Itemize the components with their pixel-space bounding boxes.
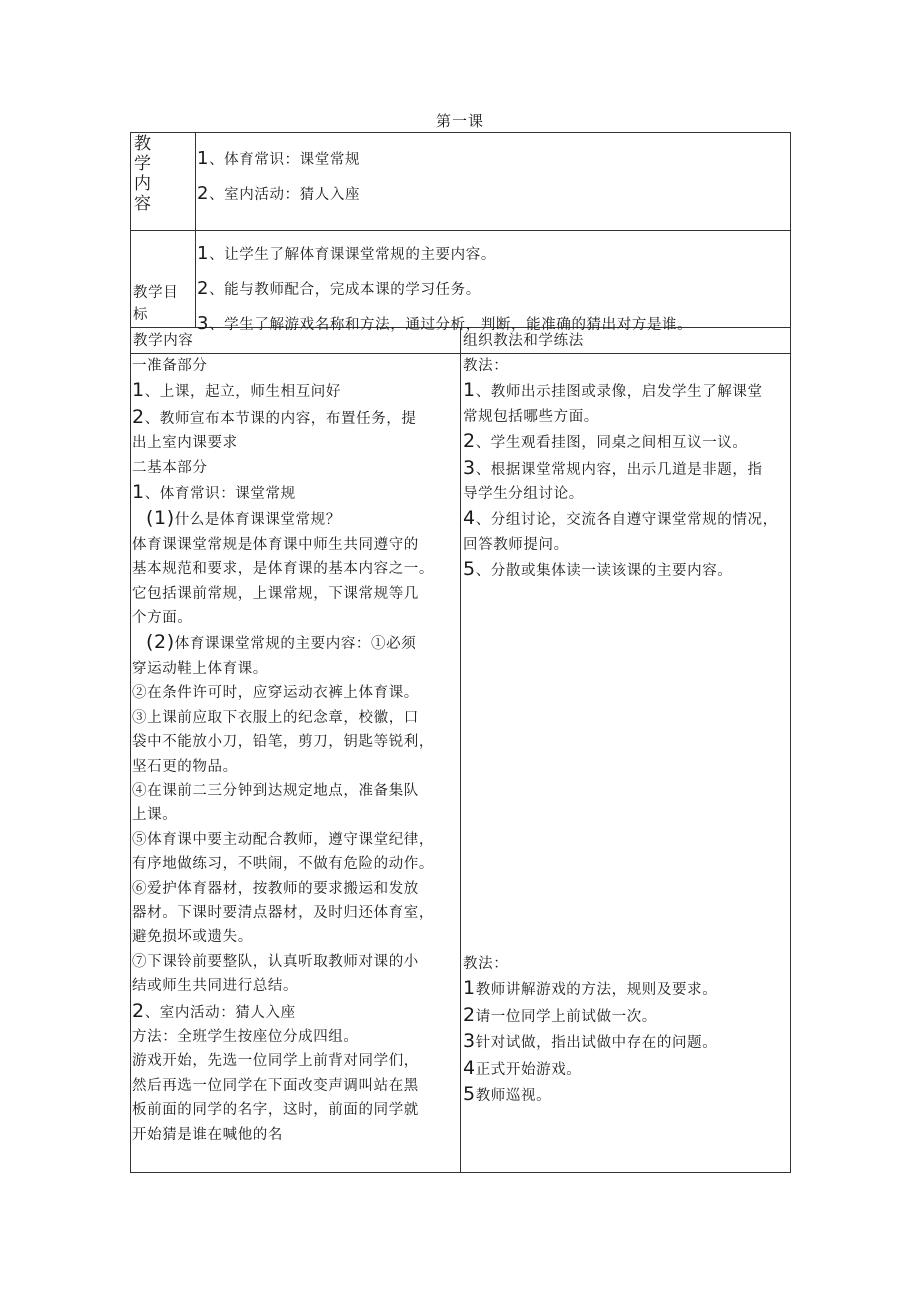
content-column-divider bbox=[460, 327, 461, 1173]
page-title: 第一课 bbox=[435, 112, 484, 130]
section2-content bbox=[197, 237, 692, 342]
teaching-methods-2: 教法： 1教师讲解游戏的方法，规则及要求。 2请一位同学上前试做一次。 3针对试做，指出试做中存在的问题。 4正式开始游戏。 5教师巡视。 bbox=[463, 956, 718, 1106]
section1-label-char: 内 bbox=[134, 174, 152, 194]
label-column-divider bbox=[195, 132, 196, 328]
lesson-content-body: 一准备部分 1、上课，起立，师生相互问好 2、教师宣布本节课的内容，布置任务，提 出上室内课要求 二基本部分 1、体育常识：课堂常规 (1)什么是体育课课堂常规？ 体育课课堂常规是体育课中师生共同遵守的 基本规范和要求，是体育课的基本内容之一。 它包括课前常规，上课常规，下课常规等几 个方面。 (2)体育课课堂常规的主要内容：①必须 穿运动鞋上体育课。 ②在条件许可时，应穿运动衣裤上体育课。 ③上课前应取下衣服上的纪念章，校徽，口 袋中不能放小刀，铅笔，剪刀，钥匙等锐利， 坚石更的物品。 ④在课前二三分钟到达规定地点，准备集队 上课。 ⑤体育课中要主动配合教师，遵守课堂纪律， 有序地做练习，不哄闹，不做有危险的动作。 ⑥爱护体育器材，按教师的要求搬运和发放 器材。下课时要清点器材，及时归还体育室， 避免损坏或遗失。 ⑦下课铃前要整队，认真听取教师对课的小 结或师生共同进行总结。 2、室内活动：猜人入座 方法：全班学生按座位分成四组。 游戏开始，先选一位同学上前背对同学们， 然后再选一位同学在下面改变声调叫站在黑 板前面的同学的名字，这时，前面的同学就 开始猜是谁在喊他的名 bbox=[132, 358, 434, 1143]
row-divider-1 bbox=[130, 230, 791, 231]
teaching-methods-1: 教法： 1、教师出示挂图或录像，启发学生了解课堂 常规包括哪些方面。 2、学生观看挂图，同桌之间相互议一议。 3、根据课堂常规内容，出示几道是非题，指 导学生分组讨论。 4、分组讨论，交流各自遵守课堂常规的情况， 回答教师提问。 5、分散或集体读一读该课的主要内容。 bbox=[463, 358, 778, 581]
section2-label: 教学目 标 bbox=[133, 285, 179, 323]
table-border-top bbox=[130, 132, 791, 133]
column-header-left: 教学内容 bbox=[133, 333, 194, 349]
section1-label-char: 教 bbox=[134, 134, 152, 154]
section1-content bbox=[197, 142, 360, 212]
list-item: 2、室内活动：猜人入座 bbox=[197, 183, 361, 204]
section1-label bbox=[134, 134, 152, 214]
list-item: 2、能与教师配合，完成本课的学习任务。 bbox=[197, 278, 481, 299]
table-border-right bbox=[790, 132, 791, 1173]
section1-label-char: 容 bbox=[134, 194, 152, 214]
list-item: 1、让学生了解体育课课堂常规的主要内容。 bbox=[197, 243, 496, 264]
list-item: 1、体育常识：课堂常规 bbox=[197, 148, 361, 169]
list-item: 3、学生了解游戏名称和方法，通过分析，判断，能准确的猜出对方是谁。 bbox=[197, 313, 693, 334]
section1-label-char: 学 bbox=[134, 154, 152, 174]
table-border-left bbox=[130, 132, 131, 1173]
column-header-right: 组织教法和学练法 bbox=[463, 333, 584, 349]
